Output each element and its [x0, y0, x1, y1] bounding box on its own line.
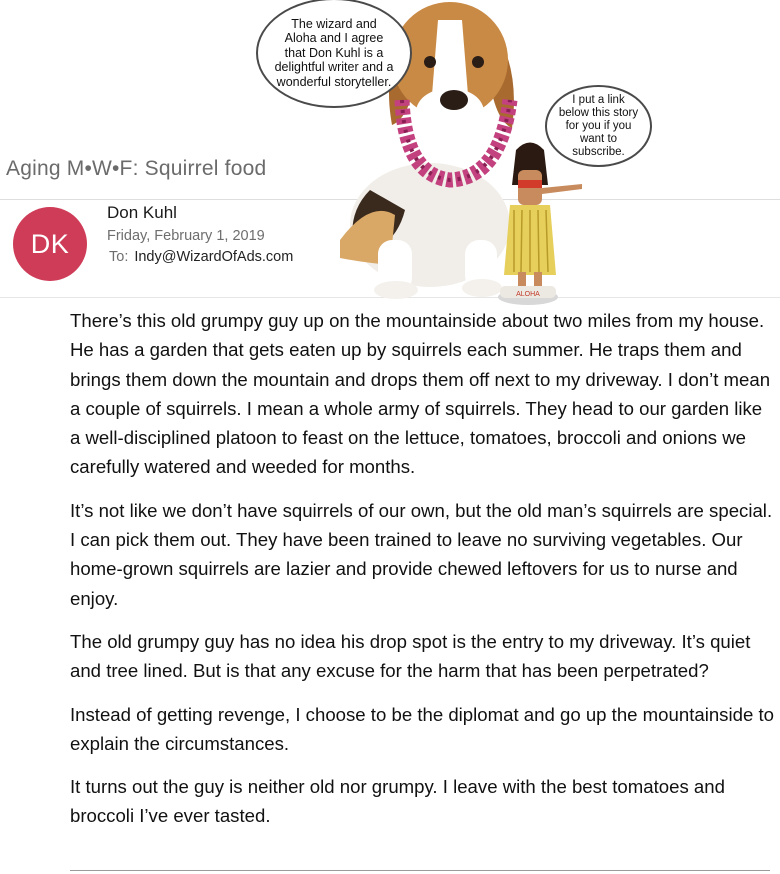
aloha-speech-bubble	[545, 85, 652, 167]
doll-base-label: ALOHA	[516, 291, 540, 298]
avatar[interactable]: DK	[13, 207, 87, 281]
body-paragraph: It’s not like we don’t have squirrels of our own, but the old man’s squirrels are special. I can pick them out. They have been trained to leave no surviving vegetables. Our home-grown squirrels are lazier and provide chewed leftovers for us to nurse and enjoy.	[70, 499, 773, 609]
recipient-address[interactable]: Indy@WizardOfAds.com	[134, 249, 294, 265]
email-subject: Aging M•W•F: Squirrel food	[6, 157, 267, 180]
wizard-bubble-text: The wizard and Aloha and I agree that Don Kuhl is a delightful writer and a wonderful storyteller.	[274, 16, 394, 89]
email-date: Friday, February 1, 2019	[107, 228, 265, 244]
body-paragraph: There’s this old grumpy guy up on the mountainside about two miles from my house. He has a garden that gets eaten up by squirrels each summer. He traps them and brings them down the mountain and drops them off next to my driveway. I don’t mean a couple of squirrels. I mean a whole army of squirrels. They head to our garden like a well-disciplined platoon to feast on the lettuce, tomatoes, broccoli and onions we carefully watered and weeded for months.	[70, 310, 771, 478]
body-paragraph: Instead of getting revenge, I choose to be the diplomat and go up the mountainside to explain the circumstances.	[70, 703, 774, 754]
wizard-speech-bubble	[256, 0, 412, 108]
email-body	[70, 306, 775, 845]
body-paragraph: The old grumpy guy has no idea his drop spot is the entry to my driveway. It’s quiet and tree lined. But is that any excuse for the harm that has been perpetrated?	[70, 630, 751, 682]
hula-doll-image	[498, 143, 582, 306]
body-paragraph: It turns out the guy is neither old nor grumpy. I leave with the best tomatoes and broccoli I’ve ever tasted.	[70, 776, 725, 827]
footer-divider	[70, 870, 770, 871]
sender-name[interactable]: Don Kuhl	[107, 203, 177, 222]
aloha-bubble-text: I put a link below this story for you if you want to subscribe.	[558, 93, 639, 158]
to-label: To:	[109, 249, 129, 265]
